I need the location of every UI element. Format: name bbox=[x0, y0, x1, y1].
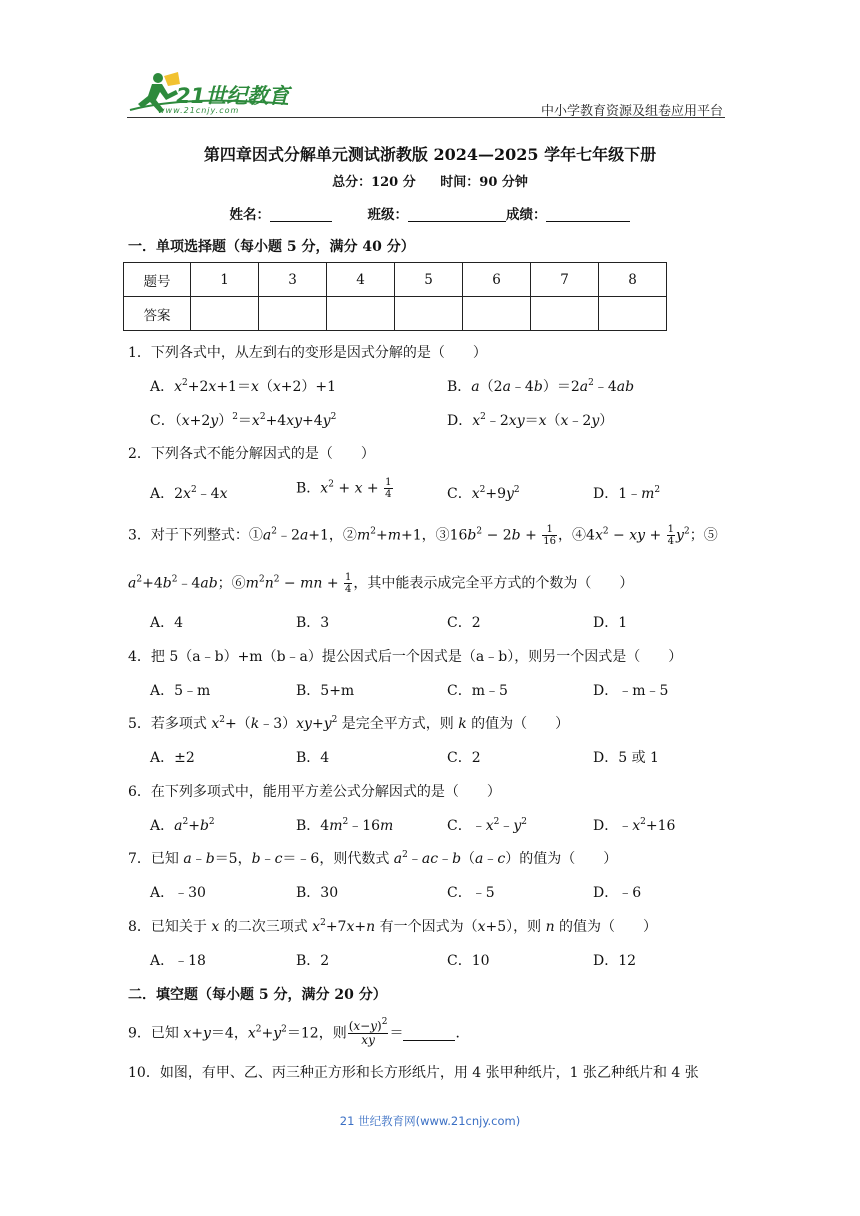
question-8: 8．已知关于 x 的二次三项式 $x^2+7x+n$ 有一个因式为（x+5），则 n 的值为（ ） bbox=[128, 918, 658, 935]
q1-option-a[interactable]: A．$x^2+2x+1=x(x+2)+1$ bbox=[150, 378, 337, 395]
q4-option-c[interactable]: C．m﹣5 bbox=[447, 683, 508, 699]
table-cell: 4 bbox=[327, 263, 395, 297]
table-cell: 6 bbox=[463, 263, 531, 297]
exam-time: 时间：90 分钟 bbox=[440, 175, 528, 190]
question-4: 4．把 5（a﹣b）+m（b﹣a）提公因式后一个因式是（a﹣b），则另一个因式是（ ） bbox=[128, 649, 683, 665]
q7-option-d[interactable]: D．﹣6 bbox=[593, 885, 642, 901]
q5-option-b[interactable]: B．4 bbox=[296, 750, 330, 766]
q8-option-c[interactable]: C．10 bbox=[447, 953, 490, 969]
question-1: 1．下列各式中，从左到右的变形是因式分解的是（ ） bbox=[128, 345, 487, 361]
q2-option-a[interactable]: A．$2x^2﹣4x$ bbox=[150, 485, 228, 502]
question-2: 2．下列各式不能分解因式的是（ ） bbox=[128, 446, 375, 462]
logo-url: www.21cnjy.com bbox=[158, 106, 240, 115]
table-cell: 1 bbox=[191, 263, 259, 297]
q5-option-c[interactable]: C．2 bbox=[447, 750, 481, 766]
answer-cell[interactable] bbox=[327, 297, 395, 331]
q6-option-b[interactable]: B．$4m^2﹣16m$ bbox=[296, 817, 394, 834]
q7-option-c[interactable]: C．﹣5 bbox=[447, 885, 495, 901]
question-6: 6．在下列多项式中，能用平方差公式分解因式的是（ ） bbox=[128, 784, 501, 800]
q3-option-a[interactable]: A．4 bbox=[150, 615, 184, 631]
q6-option-a[interactable]: A．$a^2+b^2$ bbox=[150, 817, 215, 834]
table-cell: 8 bbox=[599, 263, 667, 297]
q5-option-d[interactable]: D．5 或 1 bbox=[593, 750, 659, 766]
platform-label: 中小学教育资源及组卷应用平台 bbox=[540, 104, 723, 119]
q2-option-b[interactable]: B．$x^2 + x$ + $\frac{1}{4}$ bbox=[296, 477, 392, 500]
q7-option-a[interactable]: A．﹣30 bbox=[150, 885, 206, 901]
table-row bbox=[124, 297, 667, 331]
section-2-heading: 二．填空题（每小题 5 分，满分 20 分） bbox=[128, 987, 387, 1003]
table-row bbox=[124, 263, 667, 297]
page-footer: 21 世纪教育网(www.21cnjy.com) bbox=[339, 1114, 521, 1128]
question-10: 10．如图，有甲、乙、丙三种正方形和长方形纸片，用 4 张甲种纸片，1 张乙种纸片和 4 张 bbox=[128, 1065, 699, 1081]
q6-option-c[interactable]: C．$﹣x^2﹣y^2$ bbox=[447, 817, 528, 834]
result-label: 成绩： bbox=[505, 207, 547, 223]
question-9: 9．已知 x+y＝4，$x^2+y^2=12$，则 $\frac{(x-y)^2}{xy}$ ＝ ． bbox=[128, 1017, 470, 1047]
logo-text: 21世纪教育 bbox=[176, 84, 290, 108]
q7-option-b[interactable]: B．30 bbox=[296, 885, 339, 901]
q3-option-d[interactable]: D．1 bbox=[593, 615, 628, 631]
q8-option-d[interactable]: D．12 bbox=[593, 953, 637, 969]
table-cell: 题号 bbox=[124, 263, 191, 297]
q4-option-d[interactable]: D．﹣m﹣5 bbox=[593, 683, 669, 699]
q4-option-a[interactable]: A．5﹣m bbox=[150, 683, 211, 699]
question-3-line-1: 3．对于下列整式：$①a^2﹣2a+1$，$②m^2+m+1$，$③16b^2 - 2b$ + $\frac{1}{16}$ ，$④4x^2$ − xy + $\frac{1}{4}$ $y^2$；⑤ bbox=[128, 524, 718, 547]
answer-cell[interactable] bbox=[191, 297, 259, 331]
result-blank[interactable] bbox=[546, 207, 630, 222]
name-label: 姓名： bbox=[229, 207, 271, 223]
class-label: 班级： bbox=[367, 207, 408, 223]
table-cell: 3 bbox=[259, 263, 327, 297]
q3-option-b[interactable]: B．3 bbox=[296, 615, 330, 631]
question-5: 5．若多项式 $x^2+(k﹣3)xy+y^2$ 是完全平方式，则 k 的值为（ ） bbox=[128, 715, 570, 732]
answer-cell[interactable] bbox=[463, 297, 531, 331]
question-7: 7．已知 a﹣b＝5，b﹣c＝﹣6，则代数式 $a^2﹣ac﹣b(a﹣c)$的值为（ ） bbox=[128, 850, 618, 867]
answer-cell[interactable] bbox=[395, 297, 463, 331]
answer-cell[interactable] bbox=[599, 297, 667, 331]
table-cell: 7 bbox=[531, 263, 599, 297]
answer-cell[interactable] bbox=[531, 297, 599, 331]
student-info bbox=[0, 203, 860, 223]
q2-option-c[interactable]: C．$x^2+9y^2$ bbox=[447, 485, 520, 502]
q9-answer-blank[interactable] bbox=[403, 1026, 455, 1041]
name-blank[interactable] bbox=[270, 207, 332, 222]
q5-option-a[interactable]: A．±2 bbox=[150, 750, 195, 766]
exam-subtitle bbox=[0, 171, 860, 190]
section-1-heading: 一．单项选择题（每小题 5 分，满分 40 分） bbox=[128, 239, 415, 255]
q1-option-d[interactable]: D．$x^2﹣2xy=x(x﹣2y)$ bbox=[447, 412, 614, 429]
q1-option-b[interactable]: B．$a(2a﹣4b)=2a^2﹣4ab$ bbox=[447, 378, 635, 395]
table-cell: 答案 bbox=[124, 297, 191, 331]
class-blank[interactable] bbox=[408, 207, 506, 222]
answer-cell[interactable] bbox=[259, 297, 327, 331]
q3-option-c[interactable]: C．2 bbox=[447, 615, 481, 631]
header-divider bbox=[127, 117, 725, 118]
total-score: 总分：120 分 bbox=[332, 175, 416, 190]
q2-option-d[interactable]: D．$1﹣m^2$ bbox=[593, 485, 661, 502]
answer-table bbox=[123, 262, 667, 331]
q8-option-b[interactable]: B．2 bbox=[296, 953, 330, 969]
q8-option-a[interactable]: A．﹣18 bbox=[150, 953, 206, 969]
table-cell: 5 bbox=[395, 263, 463, 297]
question-3-line-2: $a^2+4b^2﹣4ab$；$⑥m^2n^2$ − mn + $\frac{1}{4}$ ，其中能表示成完全平方式的个数为（ ） bbox=[128, 572, 634, 595]
q6-option-d[interactable]: D．$﹣x^2+16$ bbox=[593, 817, 676, 834]
exam-title: 第四章因式分解单元测试浙教版 2024—2025 学年七年级下册 bbox=[203, 145, 657, 164]
q4-option-b[interactable]: B．5+m bbox=[296, 683, 355, 699]
q1-option-c[interactable]: C．$(x+2y)^2=x^2+4xy+4y^2$ bbox=[150, 412, 337, 429]
